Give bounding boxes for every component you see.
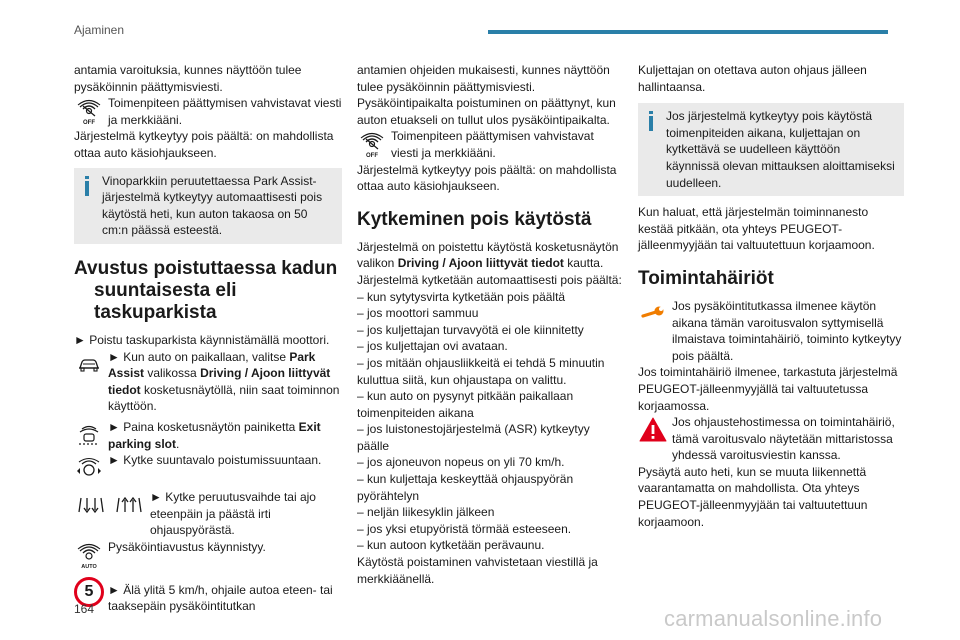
header-accent-bar	[488, 30, 888, 34]
icon-paragraph	[74, 452, 342, 483]
paragraph: Järjestelmä kytketään automaattisesti pois päältä:	[357, 272, 622, 287]
paragraph: ► Poistu taskuparkista käynnistämällä moottori.	[74, 332, 330, 347]
list-item: – jos kuljettajan ovi avataan.	[357, 339, 508, 354]
paragraph: Toimenpiteen päättymisen vahvistavat viesti ja merkkiääni.	[108, 96, 342, 127]
note-text: Vinoparkkiin peruutettaessa Park Assist-järjestelmä kytkeytyy automaattisesti pois käytöstä heti, kun auton takaosa on 50 cm:n päässä esteestä.	[102, 173, 323, 238]
list-item: – jos yksi etupyöristä törmää esteeseen.	[357, 521, 572, 536]
text-run: Järjestelmä on poistettu käytöstä kosketusnäytön valikon	[357, 239, 619, 271]
text-run: ► Kun auto on paikallaan, valitse	[108, 349, 290, 364]
header-title: Ajaminen	[74, 23, 125, 37]
paragraph: Käytöstä poistaminen vahvistetaan viestillä ja merkkiäänellä.	[357, 555, 598, 586]
text-run: ► Paina kosketusnäytön painiketta	[108, 419, 299, 434]
bold-run: Driving / Ajoon liittyvät tiedot	[397, 256, 564, 271]
section-heading: Avustus poistuttaessa kadun suuntaisesta eli taskuparkista	[74, 257, 338, 323]
list-item: – jos ajoneuvon nopeus on yli 70 km/h.	[357, 455, 565, 470]
info-icon	[83, 176, 91, 196]
paragraph: ► Kytke suuntavalo poistumissuuntaan.	[108, 453, 322, 468]
icon-paragraph	[74, 576, 342, 615]
column-2	[357, 62, 623, 587]
speed-badge: 5	[74, 577, 104, 607]
paragraph: Jos pysäköintitutkassa ilmenee käytön aikana tämän varoitusvalon syttymisellä ilmaistava toimintahäiriö, toiminto kytkeytyy pois päältä.	[672, 298, 902, 363]
page-number: 164	[74, 602, 95, 616]
icon-paragraph	[638, 414, 904, 464]
column-3	[638, 62, 904, 530]
paragraph: Toimenpiteen päättymisen vahvistavat viesti ja merkkiääni.	[391, 129, 594, 160]
list-item: – kun auto on pysynyt pitkään paikallaan toimenpiteiden aikana	[357, 389, 574, 420]
info-note	[638, 103, 904, 196]
paragraph: Pysäköintiavustus käynnistyy.	[108, 539, 266, 554]
paragraph: Kun haluat, että järjestelmän toiminnanesto kestää pitkään, ota yhteys PEUGEOT-jälleenmyyjään tai valtuutettuun korjaamoon.	[638, 205, 875, 253]
bold-run: Exit parking slot	[108, 419, 321, 451]
paragraph	[357, 239, 623, 272]
list-item: – kun kuljettaja keskeyttää ohjauspyörän pyörähtelyn	[357, 472, 574, 503]
list-item: – jos luistonestojärjestelmä (ASR) kytkeytyy päälle	[357, 422, 590, 453]
paragraph: Pysäytä auto heti, kun se muuta liikennettä vaarantamatta on mahdollista. Ota yhteys PEUGEOT-jälleenmyyjään tai valtuutettuun korjaamoon.	[638, 464, 868, 529]
warning-triangle-icon	[638, 415, 668, 445]
paragraph: antamien ohjeiden mukaisesti, kunnes näyttöön tulee pysäköinnin päättymisviesti.	[357, 63, 610, 94]
paragraph: Jos toimintahäiriö ilmenee, tarkastuta järjestelmä PEUGEOT-jälleenmyyjällä tai valtuutetussa korjaamossa.	[638, 365, 898, 413]
list-item: – jos moottori sammuu	[357, 306, 479, 321]
parking-sensor-auto-icon	[74, 540, 104, 570]
paragraph: ► Kytke peruutusvaihde tai ajo eteenpäin ja päästä irti ohjauspyörästä.	[150, 490, 316, 538]
paragraph: Järjestelmä kytkeytyy pois päältä: on mahdollista ottaa auto käsiohjaukseen.	[74, 129, 334, 160]
icon-paragraph	[74, 95, 342, 128]
info-note	[74, 168, 342, 244]
text-run: kautta.	[563, 256, 604, 271]
paragraph: Jos ohjaustehostimessa on toimintahäiriö, tämä varoitusvalo näytetään mittaristossa yhdessä varoitusviestin kanssa.	[672, 415, 895, 463]
info-icon	[647, 111, 655, 131]
text-run: kosketusnäytöllä, niin saat toiminnon käyttöön.	[108, 382, 340, 414]
paragraph: ► Älä ylitä 5 km/h, ohjaile autoa eteen- tai taaksepäin pysäköintitutkan	[108, 582, 333, 614]
parallel-park-lines-icon	[74, 420, 104, 450]
parking-sensor-off-icon	[74, 96, 104, 126]
icon-paragraph	[357, 128, 623, 161]
paragraph: antamia varoituksia, kunnes näyttöön tulee pysäköinnin päättymisviesti.	[74, 63, 302, 94]
list-item: – jos kuljettajan turvavyötä ei ole kiinnitetty	[357, 322, 584, 337]
car-side-icon	[74, 350, 104, 380]
icon-paragraph	[74, 539, 342, 570]
list-item: – neljän liikesyklin jälkeen	[357, 505, 495, 520]
list-item: – kun autoon kytketään perävaunu.	[357, 538, 545, 553]
wrench-icon	[638, 299, 668, 329]
icon-paragraph	[74, 489, 342, 539]
svg-text:OFF: OFF	[83, 120, 95, 127]
turn-signal-sensor-icon	[74, 453, 104, 483]
forward-gear-arrows-icon	[112, 490, 146, 520]
column-1	[74, 62, 342, 615]
section-heading: Kytkeminen pois käytöstä	[357, 208, 592, 230]
parking-sensor-off-icon	[357, 129, 387, 159]
bold-run: Driving / Ajoon liittyvät tiedot	[108, 366, 331, 397]
paragraph: Pysäköintipaikalta poistuminen on päättynyt, kun auton etuakseli on tullut ulos pysäköintipaikalta.	[357, 96, 616, 127]
icon-paragraph	[74, 349, 342, 415]
footer-watermark: carmanualsonline.info	[664, 606, 883, 631]
section-heading: Toimintahäiriöt	[638, 267, 774, 289]
paragraph	[108, 419, 342, 452]
paragraph: Kuljettajan on otettava auton ohjaus jälleen hallintaansa.	[638, 63, 867, 94]
paragraph: Järjestelmä kytkeytyy pois päältä: on mahdollista ottaa auto käsiohjaukseen.	[357, 162, 617, 194]
text-run: .	[176, 436, 180, 451]
paragraph	[108, 349, 342, 415]
icon-paragraph	[638, 298, 904, 364]
reverse-gear-arrows-icon	[74, 490, 108, 520]
bold-run: Park Assist	[108, 349, 316, 381]
list-item: – kun sytytysvirta kytketään pois päältä	[357, 289, 566, 304]
note-text: Jos järjestelmä kytkeytyy pois käytöstä toimenpiteiden aikana, kuljettajan on kytkettävä se uudelleen käyttöön käynnissä olevan mittauksen aloittamiseksi uudelleen.	[666, 109, 895, 190]
text-run: valikossa	[144, 366, 201, 381]
list-item: – jos mitään ohjausliikkeitä ei tehdä 5 minuutin kuluttua siitä, kun ohjaustapa on valittu.	[357, 355, 605, 387]
icon-paragraph	[74, 419, 342, 452]
svg-text:OFF: OFF	[366, 153, 378, 160]
svg-text:AUTO: AUTO	[81, 563, 97, 570]
